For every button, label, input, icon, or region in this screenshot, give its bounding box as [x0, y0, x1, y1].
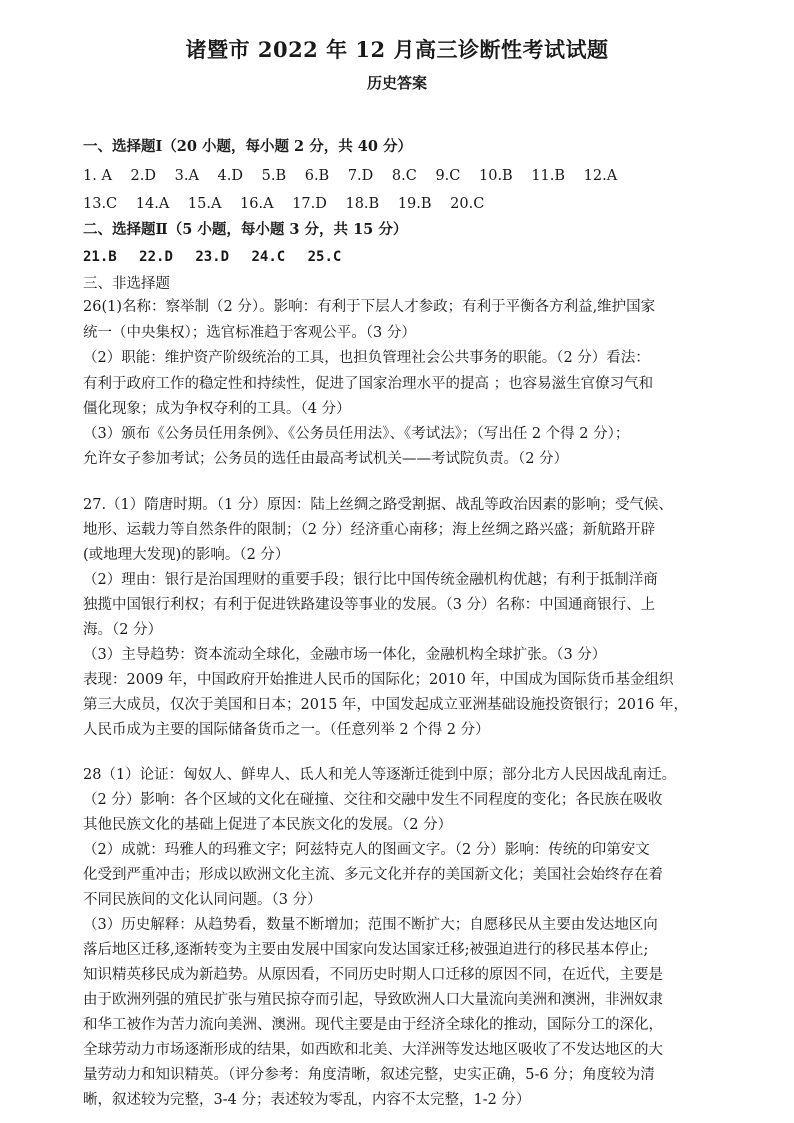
answer-line: 全球劳动力市场逐渐形成的结果，如西欧和北美、大洋洲等发达地区吸收了不发达地区的大	[83, 1042, 663, 1058]
answer-item: 20.C	[450, 196, 485, 212]
answer-item: 1. A	[83, 168, 112, 184]
answer-item: 9.C	[435, 168, 461, 184]
answer-item: 15.A	[187, 196, 222, 212]
answer-item: 16.A	[240, 196, 274, 212]
answer-item: 7.D	[347, 168, 374, 184]
answer-line: （3）主导趋势：资本流动全球化，金融市场一体化，金融机构全球扩张。（3 分）	[83, 647, 607, 663]
answer-item: 13.C	[83, 196, 118, 212]
answer-item: 23.D	[195, 249, 230, 265]
answer-line: 人民币成为主要的国际储备货币之一。（任意列举 2 个得 2 分）	[83, 722, 490, 738]
answer-line: 落后地区迁移,逐渐转变为主要由发展中国家向发达国家迁移;被强迫进行的移民基本停止;	[83, 942, 649, 958]
answer-line: 量劳动力和知识精英。（评分参考：角度清晰，叙述完整，史实正确，5-6 分；角度较为清	[83, 1067, 655, 1083]
answer-item: 22.D	[139, 249, 173, 265]
answer-line: 表现：2009 年，中国政府开始推进人民币的国际化；2010 年，中国成为国际货币基金组织	[83, 672, 674, 688]
answer-line: 僵化现象；成为争权夺利的工具。（4 分）	[83, 401, 351, 417]
answer-line: （2）职能：维护资产阶级统治的工具，也担负管理社会公共事务的职能。（2 分）看法：	[83, 350, 650, 366]
answer-item: 6.B	[304, 168, 330, 184]
answer-item: 21.B	[83, 249, 117, 265]
answer-item: 4.D	[217, 168, 243, 184]
document-subtitle: 历史答案	[366, 74, 427, 92]
document-title: 诸暨市 2022 年 12 月高三诊断性考试试题	[185, 37, 609, 62]
answer-line: 化受到严重冲击；形成以欧洲文化主流、多元文化并存的美国新文化；美国社会始终存在着	[83, 867, 663, 883]
answer-line: 独揽中国银行利权；有利于促进铁路建设等事业的发展。（3 分）名称：中国通商银行、上	[83, 597, 656, 613]
answer-line: 由于欧洲列强的殖民扩张与殖民掠夺而引起，导致欧洲人口大量流向美洲和澳洲，非洲奴隶	[83, 992, 663, 1008]
answer-line: （3）历史解释：从趋势看，数量不断增加；范围不断扩大；自愿移民从主要由发达地区向	[83, 917, 658, 933]
answer-item: 11.B	[531, 168, 566, 184]
answer-item: 3.A	[174, 168, 199, 184]
answer-item: 12.A	[583, 168, 618, 184]
answer-item: 19.B	[397, 196, 432, 212]
answer-line: 地形、运载力等自然条件的限制；（2 分）经济重心南移；海上丝绸之路兴盛；新航路开辟	[83, 522, 656, 538]
answer-line: 其他民族文化的基础上促进了本民族文化的发展。（2 分）	[83, 817, 453, 833]
answer-line: （2 分）影响：各个区域的文化在碰撞、交往和交融中发生不同程度的变化；各民族在吸收	[83, 792, 663, 808]
mc-answers-row-1	[83, 167, 631, 185]
answer-item: 2.D	[130, 168, 156, 184]
answer-line: 允许女子参加考试；公务员的选任由最高考试机关——考试院负责。（2 分）	[83, 451, 569, 467]
answer-item: 10.B	[479, 168, 513, 184]
answer-item: 17.D	[292, 196, 327, 212]
answer-line: （3）颁布《公务员任用条例》、《公务员任用法》、《考试法》；（写出任 2 个得 2 分）；	[83, 426, 630, 442]
mc-answers-row-2	[83, 195, 498, 213]
answer-line: （2）成就：玛雅人的玛雅文字；阿兹特克人的图画文字。（2 分）影响：传统的印第安文	[83, 842, 650, 858]
section2-heading: 二、选择题Ⅱ（5 小题，每小题 3 分，共 15 分）	[83, 221, 408, 238]
answer-line: 有利于政府工作的稳定性和持续性，促进了国家治理水平的提高 ；也容易滋生官僚习气和	[83, 376, 654, 392]
answer-line: (或地理大发现)的影响。（2 分）	[83, 547, 290, 563]
answer-line: 和华工被作为苦力流向美洲、澳洲。现代主要是由于经济全球化的推动，国际分工的深化，	[83, 1017, 663, 1033]
answer-line: （2）理由：银行是治国理财的重要手段；银行比中国传统金融机构优越；有利于抵制洋商	[83, 572, 658, 588]
answer-line: 第三大成员，仅次于美国和日本；2015 年，中国发起成立亚洲基础设施投资银行；2016 年，	[83, 697, 689, 713]
answer-item: 25.C	[307, 249, 342, 265]
answer-item: 24.C	[251, 249, 286, 265]
answer-line: 28（1）论证：匈奴人、鲜卑人、氐人和羌人等逐渐迁徙到中原；部分北方人民因战乱南迁。	[83, 767, 677, 783]
answer-line: 海。（2 分）	[83, 622, 163, 638]
section1-heading: 一、选择题Ⅰ（20 小题，每小题 2 分，共 40 分）	[83, 138, 412, 155]
answer-item: 5.B	[261, 168, 287, 184]
answer-item: 8.C	[391, 168, 417, 184]
section3-heading: 三、非选择题	[83, 276, 170, 292]
mc-answers-row-3	[83, 248, 355, 266]
answer-item: 18.B	[345, 196, 380, 212]
answer-item: 14.A	[135, 196, 170, 212]
answer-line: 晰，叙述较为完整，3-4 分；表述较为零乱，内容不太完整，1-2 分）	[83, 1092, 531, 1108]
answer-line: 不同民族间的文化认同问题。（3 分）	[83, 892, 322, 908]
answer-line: 知识精英移民成为新趋势。从原因看，不同历史时期人口迁移的原因不同，在近代，主要是	[83, 967, 663, 983]
answer-line: 27.（1）隋唐时期。（1 分）原因：陆上丝绸之路受割据、战乱等政治因素的影响；受气候、	[83, 497, 673, 513]
answer-line: 26(1)名称：察举制（2 分）。影响：有利于下层人才参政；有利于平衡各方利益,维护国家	[83, 299, 656, 315]
answer-line: 统一（中央集权）；选官标准趋于客观公平。（3 分）	[83, 325, 416, 341]
